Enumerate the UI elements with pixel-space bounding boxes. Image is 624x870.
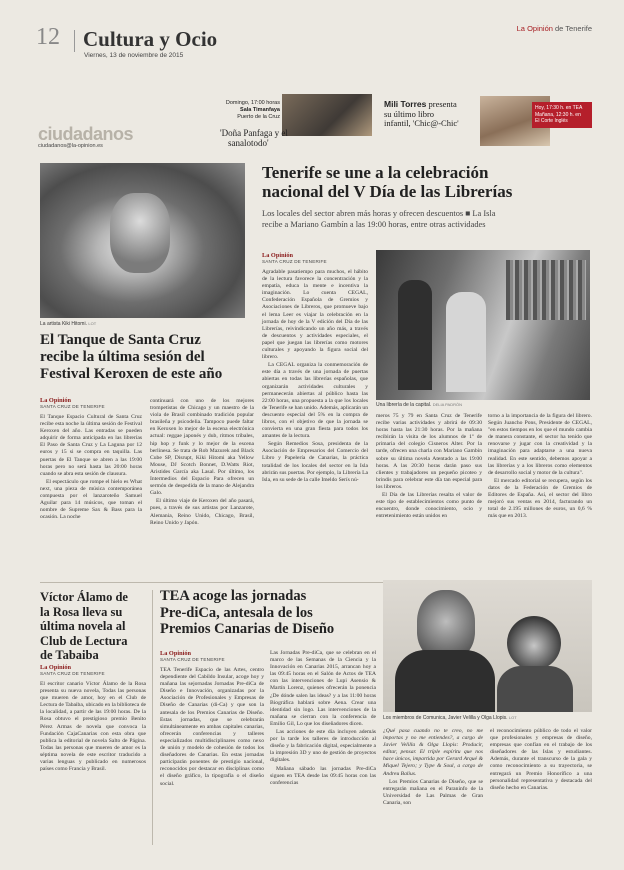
section-divider [74, 30, 75, 52]
keroxen-col2: continuará con uno de los mejores trompetistas de Chicago y un maestro de la viola de Brasil combinado tradición popular brasileña y psicodelia. Tampoco puede faltar en Keroxen lo mejor de la escena electrónica actual: reggae japonés y dub, ritmos tribales, hip hop y funk y lo mejor de la escena berlinesa. Se trata de Rob Mazurek and Black Cube SP, Disrupt, Kiki Hitomi aka Yellow Mouse, DJ Scotch Bonnet, D.Watts Riot, Aristides García aka Lasal. Por último, los Intermedios del Espacio Para ofrecen un sermón de despedida de la mano de Alejandra Galo. El último viaje de Keroxen del año pasará, pues, a través de sus artistas por Lanzarote, Alemania, Reino Unido, Chicago, Brasil, Reino Unido y Japón. [150, 398, 254, 526]
brand-name: La Opinión [516, 24, 553, 33]
librerias-photo-caption: Una librería de la capital. DELIA PADRÓN [376, 402, 462, 408]
tea-headline: TEA acoge las jornadas Pre-diCa, antesala de los Premios Canarias de Diseño [160, 588, 335, 637]
tea-photo [383, 580, 592, 712]
tea-col1: TEA Tenerife Espacio de las Artes, centro dependiente del Cabildo Insular, acoge hoy y mañana las sejornadas Jornadas Pre-diCa de Diseño e Innovación, organizadas por la Asociación de Profesionales y Empresas de Diseño de Canarias (di-Ca) y que son la antesala de los Premios Canarias de Diseño. Estas jornadas, que se celebrarán simultáneamente en ambas capitales canarias, ofrecerán conferencias y talleres especializados multidisciplinares como nexo de unión y modelo de cohesión de todos los diseñadores de Canarias. En estas jornadas participarán ponentes de prestigio nacional, reconocidos por destacar en disciplinas como el diseño gráfico, la tipografía o el diseño social. [160, 667, 264, 787]
promo-sala-photo [282, 94, 372, 136]
librerias-col1: Agradable pasatiempo para muchos, el hábito de la lectura favorece la concentración y la empatía, educa la mente e incentiva la imaginación. Lo cuenta CEGAL, Confederación Española de Gremios y Asociaciones de Libreros, que promueve bajo el lema Leer es viajar la celebración en la jornada de hoy de la V edición del Día de las Librerías, reivindicando un año más, a través de descuentos y actividades especiales, el papel que juegan las librerías como motores culturales y apoyando la figura social del librero. La CEGAL organiza la conmemoración de este día a través de una jornada de puertas abiertas en todas las librerías españolas, que organizarán actividades culturales y permanecerán abiertas al público hasta las 22:00 horas, una propuesta a la que los locales de Tenerife se han unido. Además, aplicarán un descuento especial del 5% en la compra de libros, con el objetivo de que la jornada se convierta en una gran fiesta para todos los amantes de la lectura. Según Remedios Sosa, presidenta de la Asociación de Empresarios del Comercio del Libro y Papelería de Canarias, la práctica totalidad de los locales del sector en la Isla abrirán sus puertas. Por ejemplo, la Librería La Isla, en su sede de la calle Imeldo Serís nú- [262, 269, 368, 483]
keroxen-byline: La Opinión SANTA CRUZ DE TENERIFE [40, 397, 105, 409]
librerias-col3: torno a la importancia de la figura del librero. Según Juancho Pons, Presidente de CEGAL, "en estos tiempos en los que el mundo cambia de manera constante, el sector ha tenido que renovarse y jugar con la creatividad y la imaginación para adaptarse a una nueva realidad. En este sentido, debemos apoyar a las librerías y a los libreros como elementos de desarrollo social y motor de la cultura". El mercado editorial se recupera, según los datos de la Federación de Gremios de Editores de España. Así, el sector del libro mejoró sus ventas en 2014, facturando un total de 2.195 millones de euros, un 0,6 % más que en 2013. [488, 413, 592, 520]
masthead [36, 22, 592, 72]
section-title: Cultura y Ocio [83, 27, 218, 51]
keroxen-photo-caption: La artista Kiki Hitomi. LOT [40, 321, 97, 327]
promo-sala-town: Puerto de la Cruz [237, 114, 280, 120]
librerias-byline: La Opinión SANTA CRUZ DE TENERIFE [262, 252, 327, 264]
ciudadanos-email: ciudadanos@la-opinion.es [38, 143, 103, 149]
promo-sala-title: 'Doña Panfaga y el sanalotodo' [220, 128, 288, 148]
promo-sala-venue: Sala Timanfaya [240, 107, 280, 113]
promo-mili-badge: Hoy, 17:30 h. en TEA Mañana, 12:30 h. en El Corte Inglés [532, 102, 592, 128]
keroxen-photo [40, 163, 245, 318]
promo-sala-date: Domingo, 17:00 horas [225, 100, 280, 106]
newspaper-brand [517, 24, 592, 33]
victor-byline: La Opinión SANTA CRUZ DE TENERIFE [40, 664, 105, 676]
librerias-deck: Los locales del sector abren más horas y ofrecen descuentos ■ La Isla recibe a Mariano Gambín a las 19:00 horas, entre otras actividades [262, 209, 496, 229]
tea-col3: ¿Qué pasa cuando no te creo, no me importas y no me entiendes?, a cargo de Javier Velilla & Olga Llopis: Producir, editar, pensar. El tríple espíritu que nos hace únicos, impartida por Gerard Arqué & Miquel Tejero; y Type & Soul, a cargo de Andreu Balius. Los Premios Canarias de Diseño, que se entregarán mañana en el Paraninfo de la Universidad de Las Palmas de Gran Canaria, son [383, 728, 483, 806]
victor-body: El escritor canario Víctor Álamo de la Rosa presenta su nueva novela, Todas las personas que mueren de amor, hoy en el Club de Lectura de Tabaiba, ubicado en la biblioteca de la localidad, a partir de las 19:00 horas. De la Rosa obtuvo el prestigioso premio Benito Pérez Armas de novela que convoca la Fundación CajaCanarias con esta obra que publica la editorial de novela Salto de Página. Todas las personas que mueren de amor es la séptima novela de este escritor traducido a varias lenguas y publicado en numerosos países como Francia y Brasil. [40, 681, 146, 773]
keroxen-headline: El Tanque de Santa Cruz recibe la última sesión del Festival Keroxen de este año [40, 332, 223, 382]
column-divider [152, 590, 153, 845]
victor-headline: Víctor Álamo de la Rosa lleva su última novela al Club de Lectura de Tabaiba [40, 590, 128, 662]
tea-photo-caption: Los miembros de Comunica, Javier Velilla y Olga Llopis. LOT [383, 715, 517, 721]
promo-mili-name: Mili Torres [384, 99, 427, 109]
librerias-photo [376, 250, 590, 400]
promo-sala [218, 100, 370, 155]
promo-mili: Mili Torres presenta su último libro infantil, 'Chic@-Chic' Hoy, 17:30 h. en TEA Mañana, 12:30 h. en El Corte Inglés [384, 96, 592, 150]
ciudadanos-logo: ciudadanos ciudadanos@la-opinion.es [38, 124, 134, 149]
tea-byline: La Opinión SANTA CRUZ DE TENERIFE [160, 650, 225, 662]
tea-col2: Las Jornadas Pre-diCa, que se celebran en el marco de las Semanas de la Ciencia y la Innovación en Canarias 2015, arrancan hoy a las 09:45 horas en el Salón de Actos de TEA con las intervenciones de Lupi Asensio & Martín Lorenz, quienes ofrecerán la ponencia ¿De dónde salen las ideas? y a las 11:00 horas Biográfica hablará sobre Aena. Crear una identidad sin logo. Las intervenciones de la mañana se cierran con la conferencia de Emilio Gil, Lo que los diseñadores dicen. Las acciones de este día incluyen además por la tarde los talleres de introducción al diseño y la fabricación digital, especialmente a la impresión 3D y uno de gestión de proyectos digitales. Mañana sábado las jornadas Pre-diCa siguen en TEA desde las 09:45 horas con las conferencias [270, 650, 376, 786]
librerias-headline: Tenerife se une a la celebración nacional del V Día de las Librerías [262, 163, 513, 201]
brand-city: de Tenerife [555, 24, 592, 33]
librerias-col2: meros 75 y 79 en Santa Cruz de Tenerife recibe varias actividades y abrirá de 09:30 horas hasta las 21:30 horas. Por la mañana recibirán la visita de los alumnos de 1º de primaria del colegio Cisneros Alter. Por la tarde, ofrecen una charla con Mariano Gambín sobre su última novela Atentado a las 19:00 horas. A las 20:30 horas darán paso sus clientes y trabajadores un pequeño picoteo y brindis para celebrar este día tan especial para los libreros. El Día de las Librerías resalta el valor de este tipo de establecimientos como punto de encuentro, donde conocimiento, ocio y entretenimiento están unidos en [376, 413, 482, 520]
page-number: 12 [36, 24, 60, 50]
issue-date: Viernes, 13 de noviembre de 2015 [84, 52, 184, 59]
keroxen-col1: El Tanque Espacio Cultural de Santa Cruz recibe esta noche la última sesión de Festival Keroxen del año. Las entradas se pueden adquirir de forma anticipada en las librerías El Paso de Santa Cruz y La Laguna por 12 euros y 15 si se compra en taquilla. Las puertas de El Tanque se abren a las 19:00 horas pero no será hasta las 20:00 horas cuando se abra esta sesión de clausura. El espectáculo que rompe el hielo es What next, una pieza de música contemporánea compuesta por el lanzaroteño Samuel Aguilar para 14 músicos, que toman el nombre de Supreme Sax & Bass para la ocasión. La noche [40, 414, 142, 521]
tea-col4: el reconocimiento público de todo el valor que profesionales y empresas de diseño, empresas que confían en el trabajo de los diseñadores de las Islas y estudiantes. Además, durante el transcurso de la gala y como reconocimiento a su trayectoria, se entregará un Premio Honorífico a una personalidad representativa y destacada del diseño hecho en Canarias. [490, 728, 592, 791]
